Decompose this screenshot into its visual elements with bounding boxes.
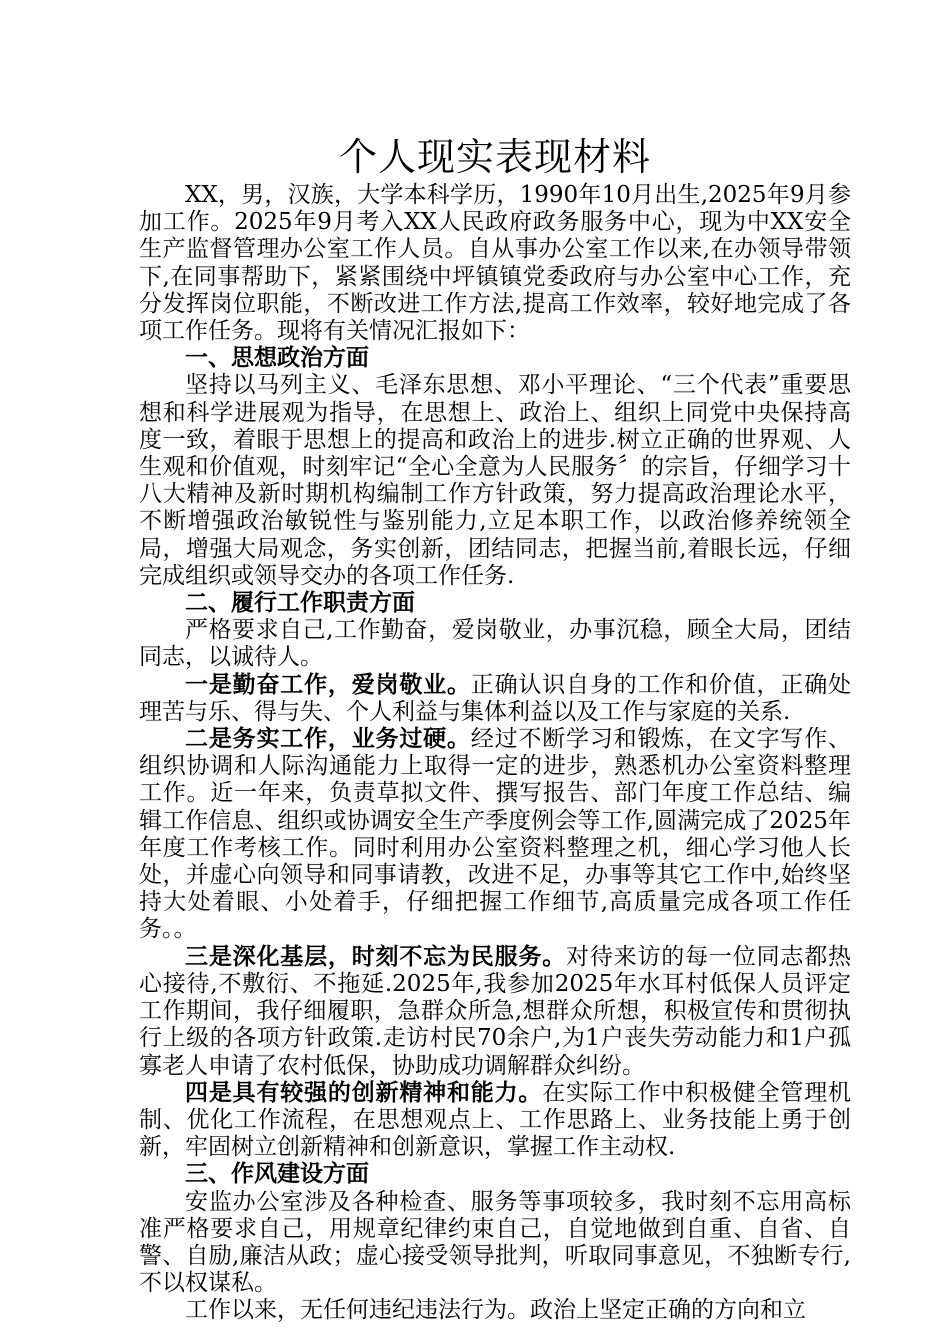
duty-item-3-lead: 三是深化基层，时刻不忘为民服务。 [185,943,567,970]
document-page [139,132,851,1325]
duty-item-1-lead: 一是勤奋工作，爱岗敬业。 [185,671,471,698]
intro-paragraph: XX，男，汉族，大学本科学历，1990年10月出生,2025年9月参加工作。2025年9月考入XX人民政府政务服务中心，现为中XX安全生产监督管理办公室工作人员。自从事办公室工作以来,在办领导带领下,在同事帮助下，紧紧围绕中坪镇镇党委政府与办公室中心工作，充分发挥岗位职能，不断改进工作方法,提高工作效率，较好地完成了各项工作任务。现将有关情况汇报如下： [139,182,851,345]
duty-item-4-lead: 四是具有较强的创新精神和能力。 [185,1079,543,1106]
duty-item-4 [139,1080,851,1162]
duty-item-1 [139,672,851,726]
section-heading-political: 一、思想政治方面 [185,345,369,372]
duty-item-2-lead: 二是务实工作，业务过硬。 [185,726,471,753]
section-heading-duties: 二、履行工作职责方面 [185,590,415,617]
duty-item-3-text: 对待来访的每一位同志都热心接待,不敷衍、不拖延.2025年,我参加2025年水耳村低保人员评定工作期间，我仔细履职，急群众所急,想群众所想，积极宣传和贯彻执行上级的各项方针政策.走访村民70余户,为1户丧失劳动能力和1户孤寡老人申请了农村低保，协助成功调解群众纠纷。 [139,943,852,1079]
section-heading-conduct: 三、作风建设方面 [185,1161,369,1188]
document-title: 个人现实表现材料 [338,135,651,179]
duty-item-1-text: 正确认识自身的工作和价值，正确处理苦与乐、得与失、个人利益与集体利益以及工作与家庭的关系. [139,671,852,725]
closing-paragraph: 工作以来，无任何违纪违法行为。政治上坚定正确的方向和立 [185,1297,806,1324]
section-body-conduct: 安监办公室涉及各种检查、服务等事项较多，我时刻不忘用高标准严格要求自己，用规章纪律约束自己，自觉地做到自重、自省、自警、自励,廉洁从政；虚心接受领导批判，听取同事意见，不独断专行,不以权谋私。 [139,1188,851,1297]
duty-item-4-text: 在实际工作中积极健全管理机制、优化工作流程，在思想观点上、工作思路上、业务技能上勇于创新，牢固树立创新精神和创新意识，掌握工作主动权. [139,1079,852,1161]
section-body-duties: 严格要求自己,工作勤奋，爱岗敬业，办事沉稳，顾全大局，团结同志，以诚待人。 [139,617,851,671]
duty-item-3 [139,944,851,1080]
duty-item-2-text: 经过不断学习和锻炼，在文字写作、组织协调和人际沟通能力上取得一定的进步，熟悉机办公室资料整理工作。近一年来，负责草拟文件、撰写报告、部门年度工作总结、编辑工作信息、组织或协调安全生产季度例会等工作,圆满完成了2025年年度工作考核工作。同时利用办公室资料整理之机，细心学习他人长处，并虚心向领导和同事请教，改进不足，办事等其它工作中,始终坚持大处着眼、小处着手，仔细把握工作细节,高质量完成各项工作任务。。 [139,726,852,943]
section-body-political: 坚持以马列主义、毛泽东思想、邓小平理论、“三个代表”重要思想和科学进展观为指导，在思想上、政治上、组织上同党中央保持高度一致，着眼于思想上的提高和政治上的进步.树立正确的世界观、人生观和价值观，时刻牢记“全心全意为人民服务〞的宗旨，仔细学习十八大精神及新时期机构编制工作方针政策，努力提高政治理论水平，不断增强政治敏锐性与鉴别能力,立足本职工作，以政治修养统领全局，增强大局观念，务实创新，团结同志，把握当前,着眼长远，仔细完成组织或领导交办的各项工作任务. [139,372,851,589]
duty-item-2 [139,726,851,944]
